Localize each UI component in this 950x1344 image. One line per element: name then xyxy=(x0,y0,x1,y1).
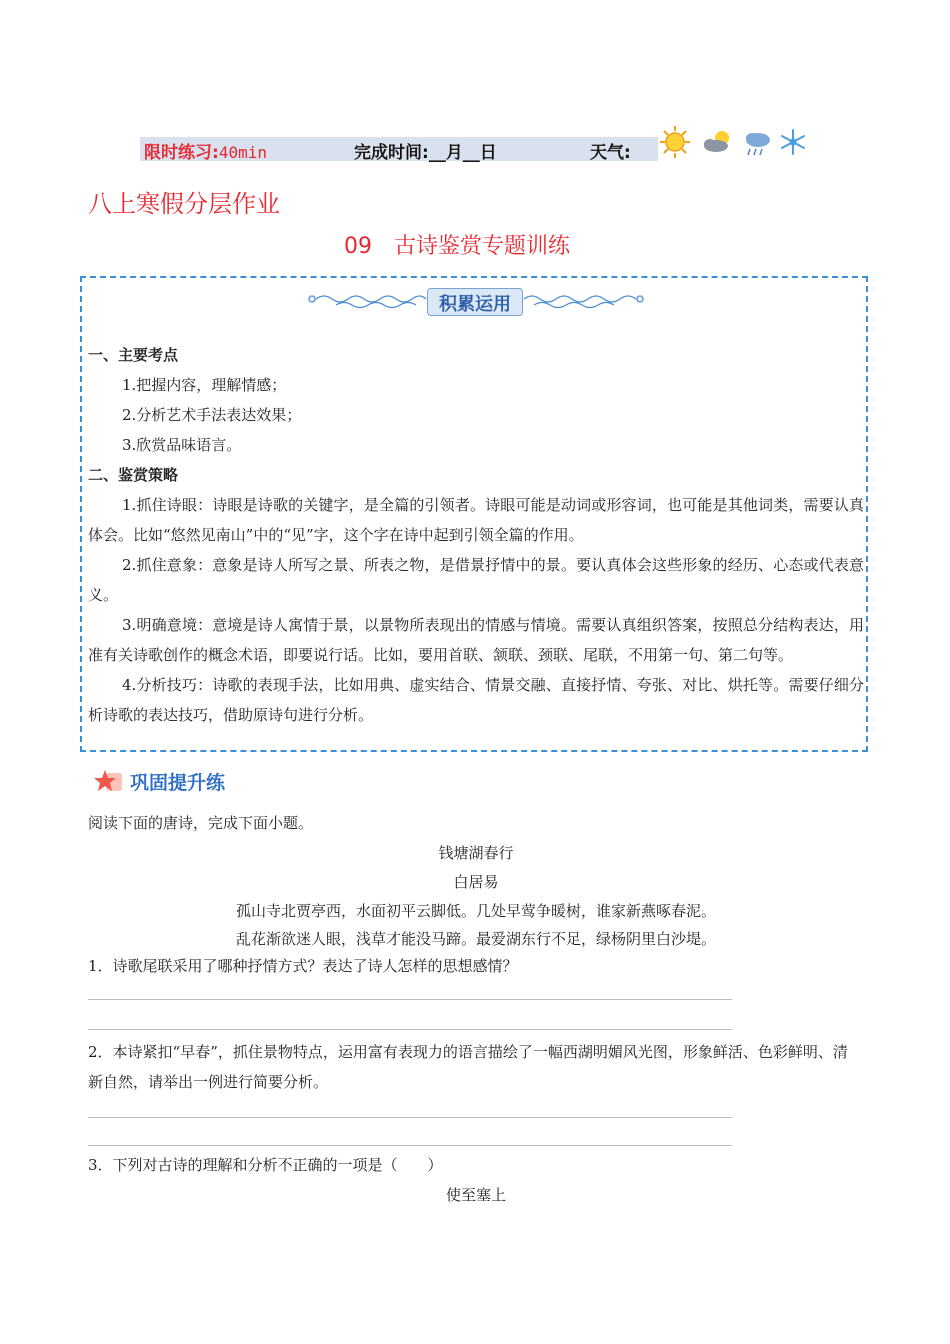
finish-time-value: __月__日 xyxy=(428,143,497,163)
poem2-title: 使至塞上 xyxy=(445,1186,506,1204)
answer-line[interactable] xyxy=(88,999,732,1000)
series-title: 八上寒假分层作业 xyxy=(88,190,280,218)
time-limit-value: 40min xyxy=(218,143,267,162)
time-limit-label: 限时练习: xyxy=(144,143,219,163)
practice-heading: 巩固提升练 xyxy=(130,772,226,794)
strategy-item: 3.明确意境：意境是诗人寓情于景，以景物所表现出的情感与情境。需要认真组织答案，按照总分结构表达，用准有关诗歌创作的概念术语，即要说行话。比如，要用首联、颔联、颈联、尾联，不用第一句、第二句等。 xyxy=(88,616,864,664)
snowflake-icon xyxy=(782,130,804,154)
poem-title: 钱塘湖春行 xyxy=(438,844,514,862)
time-limit xyxy=(144,138,267,163)
question-1: 1．诗歌尾联采用了哪种抒情方式？表达了诗人怎样的思想感情？ xyxy=(88,957,518,975)
answer-line[interactable] xyxy=(88,1117,732,1118)
point-item: 1.把握内容，理解情感； xyxy=(122,376,287,394)
question-3: 3．下列对古诗的理解和分析不正确的一项是（ ） xyxy=(88,1156,443,1174)
strategy-item: 2.抓住意象：意象是诗人所写之景、所表之物，是借景抒情中的景。要认真体会这些形象的经历、心态或代表意义。 xyxy=(88,556,864,604)
rain-icon xyxy=(746,133,770,155)
partly-cloudy-icon xyxy=(704,131,729,152)
answer-line[interactable] xyxy=(88,1029,732,1030)
finish-time xyxy=(354,138,497,163)
strategy-item: 1.抓住诗眼：诗眼是诗歌的关键字，是全篇的引领者。诗眼可能是动词或形容词，也可能是其他词类，需要认真体会。比如“悠然见南山”中的“见”字，这个字在诗中起到引领全篇的作用。 xyxy=(88,496,864,544)
heading-strategies: 二、鉴赏策略 xyxy=(88,466,179,484)
finish-time-label: 完成时间: xyxy=(354,143,429,163)
point-item: 3.欣赏品味语言。 xyxy=(122,436,242,454)
star-icon xyxy=(94,769,124,799)
point-item: 2.分析艺术手法表达效果； xyxy=(122,406,302,424)
knowledge-content xyxy=(88,340,864,730)
poem-author: 白居易 xyxy=(453,873,499,891)
answer-line[interactable] xyxy=(88,1145,732,1146)
sun-icon xyxy=(660,126,690,158)
strategy-item: 4.分析技巧：诗歌的表现手法，比如用典、虚实结合、情景交融、直接抒情、夸张、对比、烘托等。需要仔细分析诗歌的表达技巧，借助原诗句进行分析。 xyxy=(88,676,864,724)
weather-icons xyxy=(660,124,810,168)
practice-intro: 阅读下面的唐诗，完成下面小题。 xyxy=(88,814,314,832)
weather-label: 天气: xyxy=(590,143,631,163)
main-title: 09 古诗鉴赏专题训练 xyxy=(344,234,570,259)
question-2: 2．本诗紧扣“早春”，抓住景物特点，运用富有表现力的语言描绘了一幅西湖明媚风光图，形象鲜活、色彩鲜明、清新自然，请举出一例进行简要分析。 xyxy=(88,1043,848,1091)
poem-line: 孤山寺北贾亭西，水面初平云脚低。几处早莺争暖树，谁家新燕啄春泥。 xyxy=(235,902,716,920)
section-badge: 积累运用 xyxy=(439,294,511,315)
heading-main-points: 一、主要考点 xyxy=(88,346,179,364)
poem-line: 乱花渐欲迷人眼，浅草才能没马蹄。最爱湖东行不足，绿杨阴里白沙堤。 xyxy=(235,930,716,948)
